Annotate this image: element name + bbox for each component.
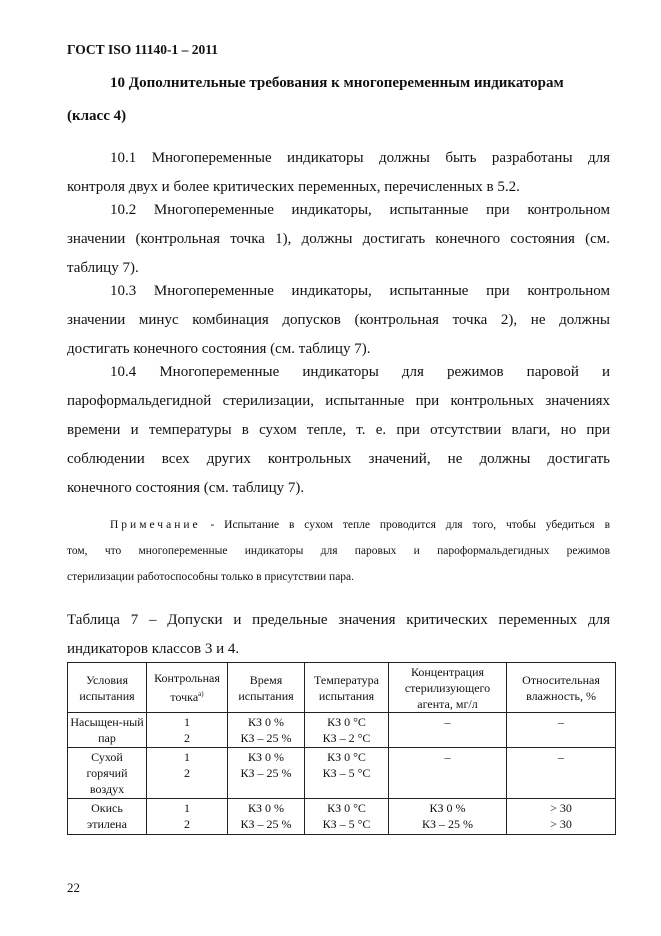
cell-line: 1 xyxy=(184,801,190,815)
paragraph-10-4 xyxy=(67,358,610,503)
para-line: соблюдении всех других контрольных значений, не должны достигать xyxy=(67,451,610,467)
note-line: том, что многопеременные индикаторы для паровых и пароформальдегидных режимов xyxy=(67,545,610,557)
table-row xyxy=(68,799,616,835)
paragraph-10-2 xyxy=(67,196,610,283)
cell-line: КЗ 0 % xyxy=(247,715,284,729)
cell-line: 2 xyxy=(184,766,190,780)
footnote-marker: a) xyxy=(198,690,204,698)
paragraph-10-3 xyxy=(67,277,610,364)
para-line: достигать конечного состояния (см. таблицу 7). xyxy=(67,341,371,357)
cell-line: КЗ – 5 °C xyxy=(322,817,371,831)
table-row xyxy=(68,713,616,748)
cell-conditions: Сухой горячий воздух xyxy=(68,748,147,799)
cell-line: КЗ – 25 % xyxy=(240,731,292,745)
note-block xyxy=(67,512,610,590)
header-time: Время испытания xyxy=(228,663,305,713)
header-control-point-text: Контрольная точка xyxy=(154,671,220,704)
para-line: времени и температуры в сухом тепле, т. е. при отсутствии влаги, но при xyxy=(67,422,610,438)
cell-conditions: Окись этилена xyxy=(68,799,147,835)
cell-line: 1 xyxy=(184,715,190,729)
para-line: контроля двух и более критических переменных, перечисленных в 5.2. xyxy=(67,179,520,195)
note-line: стерилизации работоспособны только в присутствии пара. xyxy=(67,571,355,583)
para-line: 10.3 Многопеременные индикаторы, испытанные при контрольном xyxy=(110,283,610,299)
section-title xyxy=(67,67,610,133)
para-line: 10.4 Многопеременные индикаторы для режимов паровой и xyxy=(110,364,610,380)
cell-points xyxy=(147,799,228,835)
cell-line: КЗ – 5 °C xyxy=(322,766,371,780)
header-concentration: Концентрация стерилизующего агента, мг/л xyxy=(389,663,507,713)
cell-line: – xyxy=(444,715,451,729)
tolerance-table xyxy=(67,662,616,835)
table-caption xyxy=(67,606,610,664)
cell-line: КЗ 0 °C xyxy=(327,715,366,729)
cell-humidity xyxy=(507,748,616,799)
header-control-point xyxy=(147,663,228,713)
note-text: - Испытание в сухом тепле проводится для того, чтобы убедиться в xyxy=(210,519,611,531)
caption-line: индикаторов классов 3 и 4. xyxy=(67,641,240,657)
header-humidity: Относительная влажность, % xyxy=(507,663,616,713)
cell-line: КЗ 0 % xyxy=(247,750,284,764)
cell-time xyxy=(228,799,305,835)
cell-concentration xyxy=(389,713,507,748)
cell-conditions: Насыщен-ный пар xyxy=(68,713,147,748)
cell-time xyxy=(228,713,305,748)
cell-line: КЗ 0 % xyxy=(429,801,466,815)
cell-line: КЗ – 25 % xyxy=(240,766,292,780)
note-line xyxy=(67,512,610,538)
cell-line: – xyxy=(558,750,564,764)
cell-line: КЗ 0 °C xyxy=(327,750,366,764)
cell-line: – xyxy=(444,750,451,764)
cell-line: > 30 xyxy=(550,817,572,831)
page-number: 22 xyxy=(67,880,80,895)
cell-points xyxy=(147,713,228,748)
cell-humidity xyxy=(507,799,616,835)
section-title-line1: 10 Дополнительные требования к многопеременным индикаторам xyxy=(110,75,564,91)
cell-line: КЗ – 25 % xyxy=(421,817,473,831)
document-header: ГОСТ ISO 11140-1 – 2011 xyxy=(67,42,218,57)
cell-humidity xyxy=(507,713,616,748)
para-line: 10.1 Многопеременные индикаторы должны быть разработаны для xyxy=(110,150,610,166)
cell-line: > 30 xyxy=(550,801,572,815)
cell-line: КЗ – 25 % xyxy=(240,817,292,831)
cell-concentration xyxy=(389,748,507,799)
cell-line: КЗ – 2 °C xyxy=(322,731,371,745)
cell-temperature xyxy=(305,799,389,835)
para-line: значении минус комбинация допусков (контрольная точка 2), не должны xyxy=(67,312,610,328)
note-label: Примечание xyxy=(110,519,201,531)
cell-line: КЗ 0 °C xyxy=(327,801,366,815)
header-temperature: Температура испытания xyxy=(305,663,389,713)
cell-line: 1 xyxy=(184,750,190,764)
cell-line: 2 xyxy=(184,817,190,831)
cell-line: КЗ 0 % xyxy=(247,801,284,815)
para-line: 10.2 Многопеременные индикаторы, испытанные при контрольном xyxy=(110,202,610,218)
cell-temperature xyxy=(305,748,389,799)
para-line: значении (контрольная точка 1), должны достигать конечного состояния (см. xyxy=(67,231,610,247)
caption-line: Таблица 7 – Допуски и предельные значения критических переменных для xyxy=(67,612,610,628)
para-line: пароформальдегидной стерилизации, испытанные при контрольных значениях xyxy=(67,393,610,409)
cell-temperature xyxy=(305,713,389,748)
cell-line: – xyxy=(558,715,564,729)
table-row xyxy=(68,748,616,799)
paragraph-10-1 xyxy=(67,144,610,202)
cell-concentration xyxy=(389,799,507,835)
header-conditions: Условия испытания xyxy=(68,663,147,713)
cell-line: 2 xyxy=(184,731,190,745)
section-title-line2: (класс 4) xyxy=(67,108,127,124)
para-line: таблицу 7). xyxy=(67,260,139,276)
para-line: конечного состояния (см. таблицу 7). xyxy=(67,480,305,496)
table-header-row xyxy=(68,663,616,713)
cell-time xyxy=(228,748,305,799)
cell-points xyxy=(147,748,228,799)
